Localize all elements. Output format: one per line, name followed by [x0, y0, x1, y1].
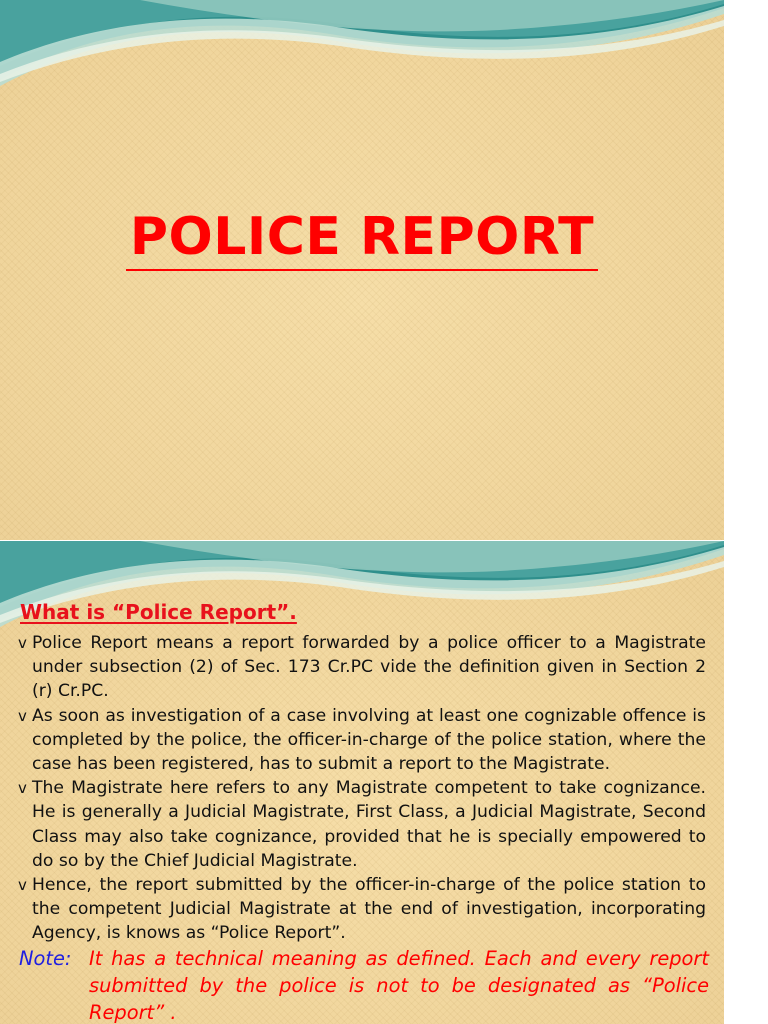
- bullet-marker-icon: v: [18, 706, 27, 725]
- bullet-marker-icon: v: [18, 876, 27, 895]
- note-text: It has a technical meaning as defined. Each and every report submitted by the police is not to be designated as “Police Report” .: [89, 947, 709, 1024]
- title-slide: [0, 0, 724, 540]
- list-item: [18, 631, 706, 704]
- note-paragraph: [19, 945, 709, 1024]
- decorative-wave-banner: [0, 0, 724, 90]
- bullet-text: The Magistrate here refers to any Magistrate competent to take cognizance. He is generally a Judicial Magistrate, First Class, a Judicial Magistrate, Second Class may also take cognizance, provided that he is specially empowered to do so by the Chief Judicial Magistrate.: [32, 778, 706, 871]
- note-label: Note:: [19, 947, 72, 970]
- section-heading: What is “Police Report”.: [20, 600, 297, 624]
- list-item: [18, 873, 706, 946]
- content-slide: [0, 541, 724, 1024]
- bullet-text: Hence, the report submitted by the officer-in-charge of the police station to the competent Judicial Magistrate at the end of investigation, incorporating Agency, is knows as “Police Report”.: [32, 875, 706, 944]
- bullet-text: Police Report means a report forwarded by a police officer to a Magistrate under subsection (2) of Sec. 173 Cr.PC vide the definition given in Section 2 (r) Cr.PC.: [32, 633, 706, 702]
- slide-title-wrapper: [0, 205, 724, 271]
- bullet-marker-icon: v: [18, 779, 27, 798]
- list-item: [18, 776, 706, 873]
- bullet-marker-icon: v: [18, 634, 27, 652]
- list-item: [18, 704, 706, 777]
- bullet-text: As soon as investigation of a case involving at least one cognizable offence is completed by the police, the officer-in-charge of the police station, where the case has been registered, has to submit a report to the Magistrate.: [32, 705, 706, 775]
- bullet-list: [18, 631, 706, 946]
- slide-title: POLICE REPORT: [126, 205, 598, 271]
